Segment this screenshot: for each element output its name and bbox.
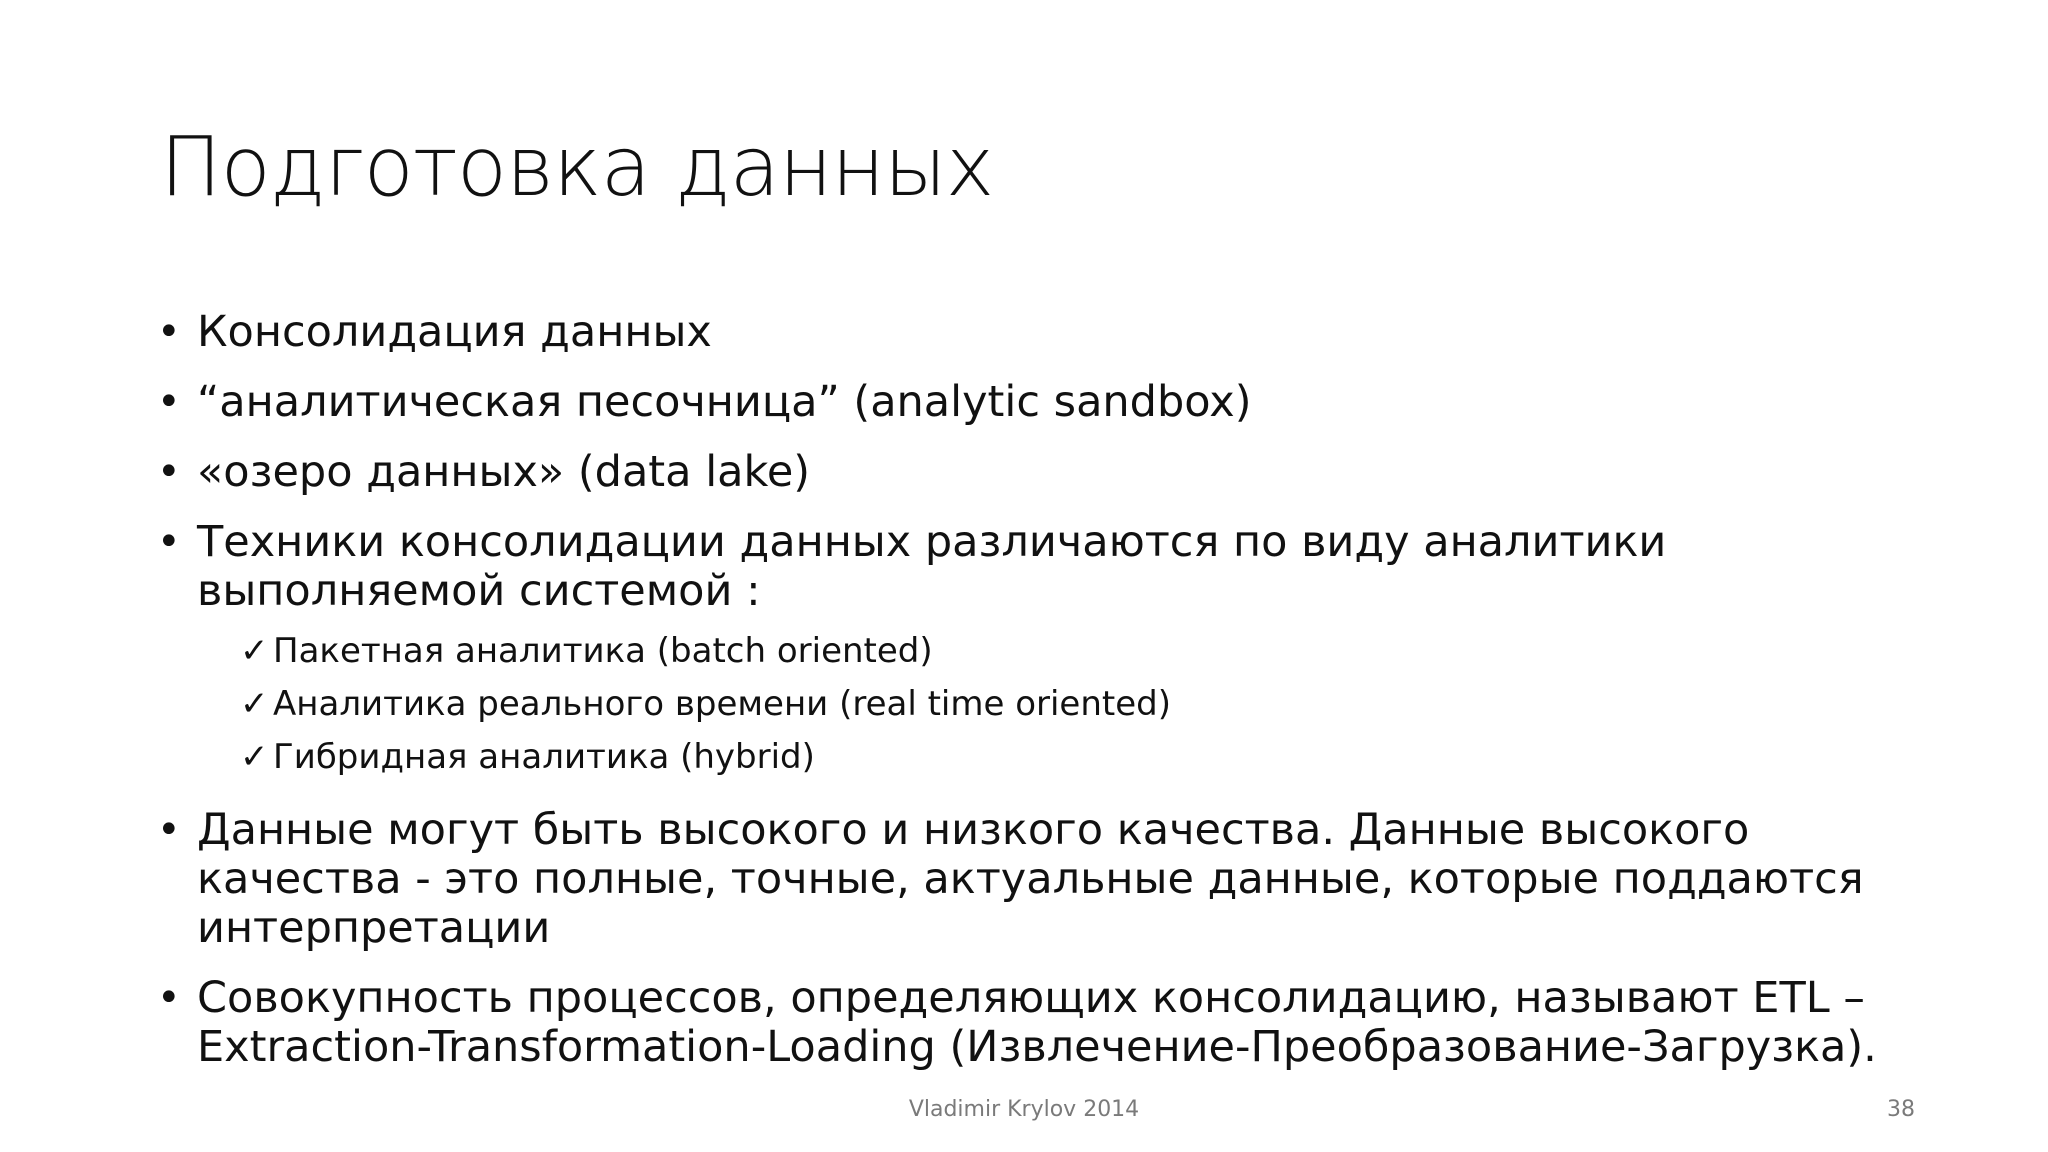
bullet-text: Техники консолидации данных различаются по виду аналитики выполняемой системой :	[197, 517, 1667, 616]
slide-title: Подготовка данных	[160, 120, 994, 215]
sub-item-text: Гибридная аналитика (hybrid)	[273, 737, 815, 777]
sub-item-text: Пакетная аналитика (batch oriented)	[273, 631, 933, 671]
bullet-text: «озеро данных» (data lake)	[197, 447, 811, 497]
bullet-text: “аналитическая песочница” (analytic sandbox)	[197, 377, 1252, 427]
bullet-marker: •	[157, 975, 181, 1021]
bullet-text: Данные могут быть высокого и низкого качества. Данные высокого качества - это полные, точные, актуальные данные, которые поддаются интерпретации	[197, 805, 1864, 953]
bullet-marker: •	[157, 309, 181, 355]
checkmark-icon: ✓	[240, 684, 269, 724]
bullet-marker: •	[157, 449, 181, 495]
sub-item-text: Аналитика реального времени (real time oriented)	[273, 684, 1171, 724]
bullet-item	[155, 518, 1757, 616]
checkmark-icon: ✓	[240, 631, 269, 671]
bullet-item	[155, 378, 1915, 427]
bullet-item	[155, 806, 1937, 953]
slide-content	[155, 308, 1915, 1093]
bullet-text: Совокупность процессов, определяющих консолидацию, называют ETL – Extraction-Transformation-Loading (Извлечение-Преобразование-Загрузка).	[197, 973, 1877, 1072]
bullet-marker: •	[157, 379, 181, 425]
sub-item	[240, 625, 1915, 678]
sub-item	[240, 678, 1915, 731]
bullet-item	[155, 308, 1915, 357]
sub-item	[240, 731, 1915, 784]
bullet-marker: •	[157, 519, 181, 565]
bullet-marker: •	[157, 807, 181, 853]
bullet-item	[155, 974, 1897, 1072]
page-number: 38	[1887, 1097, 1915, 1122]
bullet-item	[155, 448, 1915, 497]
checkmark-icon: ✓	[240, 737, 269, 777]
footer-author: Vladimir Krylov 2014	[908, 1097, 1140, 1122]
sub-list	[155, 625, 1915, 784]
bullet-text: Консолидация данных	[197, 307, 712, 357]
